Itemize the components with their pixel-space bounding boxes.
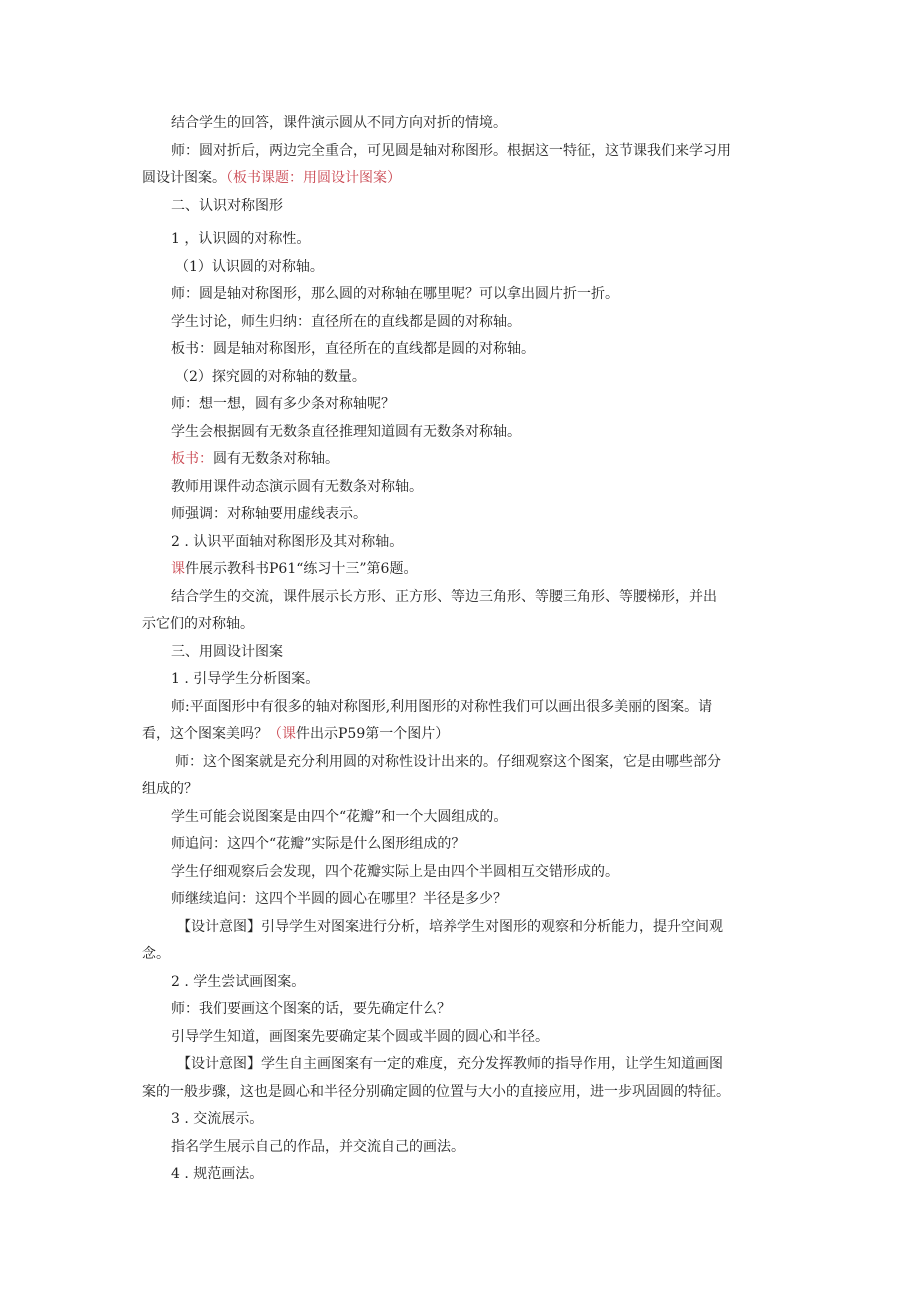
paragraph-line: 教师用课件动态演示圆有无数条对称轴。 [171, 479, 423, 495]
paragraph-line: 圆设计图案。（板书课题：用圆设计图案） [142, 170, 401, 186]
section-heading: 二、认识对称图形 [171, 198, 283, 214]
paragraph-line: 师:平面图形中有很多的轴对称图形,利用图形的对称性我们可以画出很多美丽的图案。请 [171, 699, 713, 715]
paragraph-line: 板书：圆有无数条对称轴。 [171, 451, 339, 467]
paragraph-line: 结合学生的回答，课件演示圆从不同方向对折的情境。 [171, 115, 507, 131]
paragraph-line: 师：这个图案就是充分利用圆的对称性设计出来的。仔细观察这个图案，它是由哪些部分 [175, 754, 721, 770]
paragraph-line: 师强调：对称轴要用虚线表示。 [171, 506, 367, 522]
paragraph-line: 师：想一想，圆有多少条对称轴呢？ [171, 396, 395, 412]
paragraph-line: （1）认识圆的对称轴。 [175, 259, 324, 275]
paragraph-line: 1 ，认识圆的对称性。 [171, 231, 311, 247]
highlight-text: （课 [268, 726, 296, 742]
paragraph-line: 学生讨论，师生归纳：直径所在的直线都是圆的对称轴。 [171, 314, 521, 330]
paragraph-line: 学生仔细观察后会发现，四个花瓣实际上是由四个半圆相互交错形成的。 [171, 864, 619, 880]
paragraph-line: 4 . 规范画法。 [171, 1166, 264, 1182]
paragraph-line: 板书：圆是轴对称图形，直径所在的直线都是圆的对称轴。 [171, 341, 535, 357]
design-intent-line: 【设计意图】学生自主画图案有一定的难度，充分发挥教师的指导作用，让学生知道画图 [177, 1056, 723, 1072]
paragraph-line: 师继续追问：这四个半圆的圆心在哪里？半径是多少？ [171, 891, 507, 907]
paragraph-line: 组成的？ [142, 781, 198, 797]
paragraph-line: 指名学生展示自己的作品，并交流自己的画法。 [171, 1139, 465, 1155]
paragraph-line: 示它们的对称轴。 [142, 616, 254, 632]
paragraph-line: 结合学生的交流，课件展示长方形、正方形、等边三角形、等腰三角形、等腰梯形，并出 [171, 589, 717, 605]
paragraph-line: 师：圆是轴对称图形，那么圆的对称轴在哪里呢？可以拿出圆片折一折。 [171, 286, 619, 302]
highlight-text: （板书课题：用圆设计图案） [226, 170, 401, 186]
paragraph-line: 学生可能会说图案是由四个“花瓣”和一个大圆组成的。 [171, 809, 508, 825]
paragraph-line: 2 . 学生尝试画图案。 [171, 974, 306, 990]
paragraph-line: 3 . 交流展示。 [171, 1111, 264, 1127]
paragraph-line: 师：我们要画这个图案的话，要先确定什么？ [171, 1001, 451, 1017]
paragraph-line: 看，这个图案美吗？（课件出示P59第一个图片） [142, 726, 450, 742]
paragraph-line: 案的一般步骤，这也是圆心和半径分别确定圆的位置与大小的直接应用，进一步巩固圆的特征。 [142, 1084, 730, 1100]
paragraph-line: 师追问：这四个“花瓣”实际是什么图形组成的？ [171, 836, 466, 852]
highlight-text: 板书： [171, 451, 213, 467]
design-intent-line: 【设计意图】引导学生对图案进行分析，培养学生对图形的观察和分析能力，提升空间观 [177, 919, 723, 935]
paragraph-line: 课件展示教科书P61“练习十三”第6题。 [171, 561, 418, 577]
paragraph-line: 2 . 认识平面轴对称图形及其对称轴。 [171, 534, 404, 550]
paragraph-line: 1 . 引导学生分析图案。 [171, 671, 320, 687]
paragraph-line: 学生会根据圆有无数条直径推理知道圆有无数条对称轴。 [171, 424, 521, 440]
section-heading: 三、用圆设计图案 [171, 644, 283, 660]
highlight-text: 课 [171, 561, 185, 577]
paragraph-line: 师：圆对折后，两边完全重合，可见圆是轴对称图形。根据这一特征，这节课我们来学习用 [171, 143, 731, 159]
paragraph-line: 引导学生知道，画图案先要确定某个圆或半圆的圆心和半径。 [171, 1029, 549, 1045]
paragraph-line: （2）探究圆的对称轴的数量。 [175, 369, 366, 385]
paragraph-line: 念。 [142, 946, 170, 962]
